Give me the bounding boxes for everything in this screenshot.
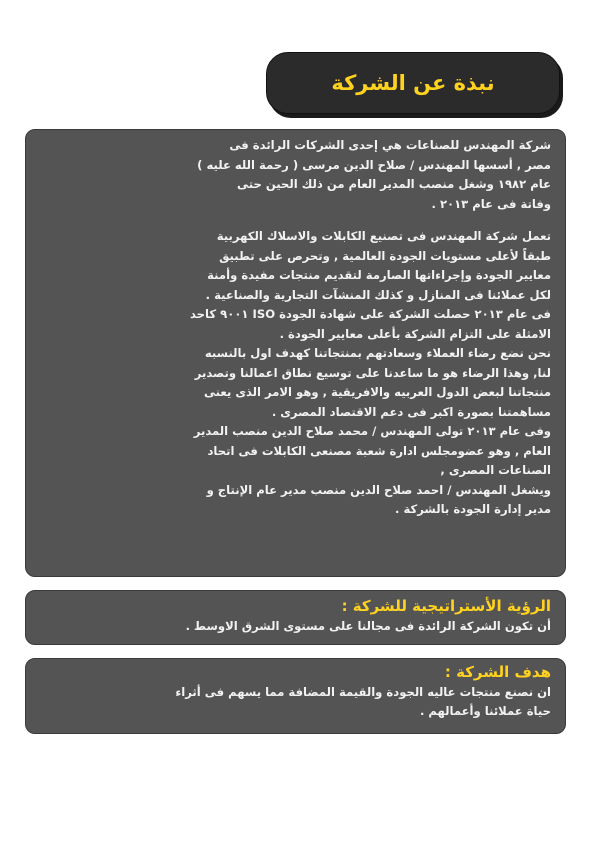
goal-heading: هدف الشركة : — [444, 663, 551, 681]
page-title: نبذة عن الشركة — [331, 71, 495, 95]
about-line: تعمل شركة المهندس فى تصنيع الكابلات والاسلاك الكهربية — [216, 229, 551, 243]
about-line: ويشغل المهندس / احمد صلاح الدين منصب مدير عام الإنتاج و — [206, 482, 551, 497]
about-line: وفى عام ٢٠١٣ تولى المهندس / محمد صلاح الدين منصب المدير — [193, 424, 551, 438]
goal-panel — [25, 658, 566, 734]
about-panel — [25, 129, 566, 577]
about-line: لنا, وهذا الرضاء هو ما ساعدنا على توسيع نطاق اعمالنا وتصدير — [194, 365, 551, 380]
about-line: وفاتة فى عام ٢٠١٣ . — [431, 196, 551, 211]
about-line: طبقاً لأعلى مستويات الجودة العالمية , وتحرص على تطبيق — [219, 248, 551, 263]
about-line: مصر , أسسها المهندس / صلاح الدين مرسى ( رحمة الله عليه ) — [197, 157, 551, 172]
about-line: مدير إدارة الجودة بالشركة . — [395, 502, 551, 516]
about-line: عام ١٩٨٢ وشغل منصب المدير العام من ذلك الحين حتى — [237, 177, 551, 191]
about-line: لكل عملائنا فى المنازل و كذلك المنشآت التجارية والصناعية . — [205, 287, 551, 302]
goal-line: حياة عملائنا وأعمالهم . — [419, 704, 551, 718]
about-line: مساهمتنا بصورة اكبر فى دعم الاقتصاد المصرى . — [271, 404, 551, 419]
about-line: الامثلة على التزام الشركة بأعلى معايير الجودة . — [279, 326, 551, 341]
about-line: نحن نضع رضاء العملاء وسعادتهم بمنتجاتنا كهدف اول بالنسبه — [204, 346, 551, 360]
vision-panel — [25, 590, 566, 645]
about-line: العام , وهو عضومجلس ادارة شعبة مصنعى الكابلات فى اتحاد — [207, 443, 551, 458]
about-line: شركة المهندس للصناعات هي إحدى الشركات الرائدة فى — [229, 138, 551, 152]
goal-line: ان نصنع منتجات عاليه الجودة والقيمة المضافة مما يسهم فى أثراء — [175, 685, 551, 699]
about-line: معايير الجودة وإجراءاتها الصارمة لتقديم منتجات مفيدة وأمنة — [207, 268, 551, 282]
about-line: فى عام ٢٠١٣ حصلت الشركة على شهادة الجودة ISO ٩٠٠١ كاحد — [189, 307, 551, 321]
about-line: منتجاتنا لبعض الدول العربيه والافريقية , وهو الامر الذى يعنى — [203, 385, 551, 399]
paragraph-gap — [38, 214, 551, 227]
section-title-banner — [266, 52, 560, 114]
vision-text: أن تكون الشركة الرائدة فى مجالنا على مستوى الشرق الاوسط . — [185, 619, 551, 633]
vision-heading: الرؤية الأستراتيجية للشركة : — [341, 597, 551, 615]
about-line: الصناعات المصرى , — [440, 463, 551, 477]
